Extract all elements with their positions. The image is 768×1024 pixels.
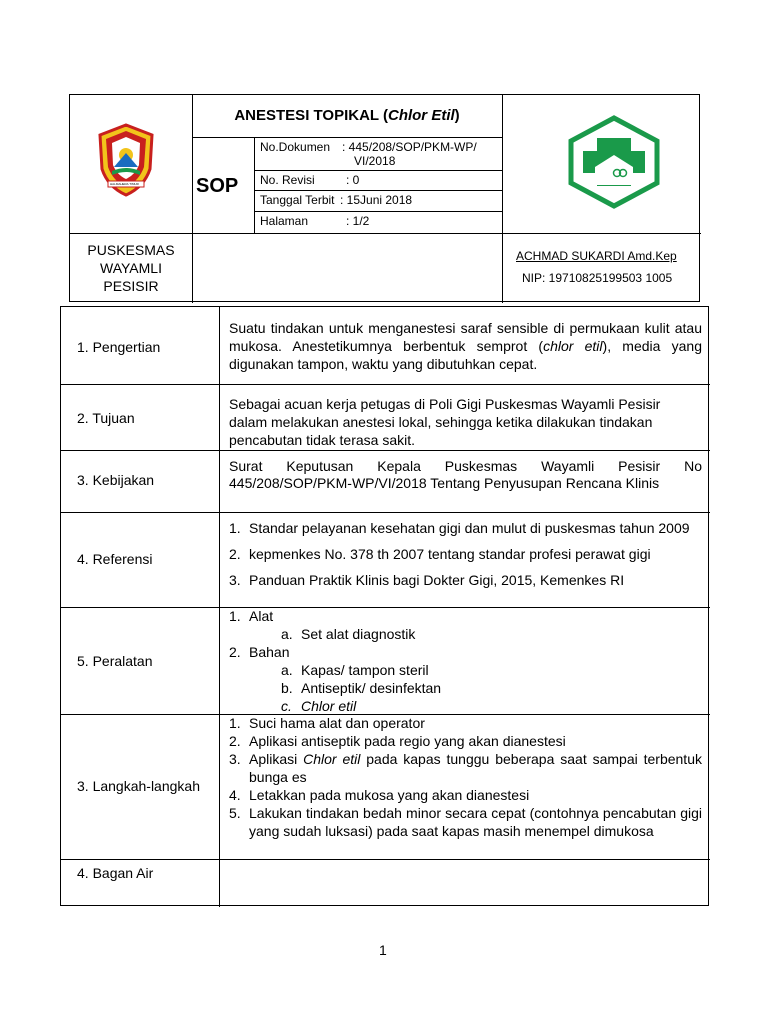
pengertian-text: Suatu tindakan untuk menganestesi saraf sensible di permukaan kulit atau mukosa. Anestetikumnya berbentuk semprot (chlor etil), media yang digunakan tampon, waktu yang dibutuhkan cepat. (229, 320, 702, 372)
tanggal-terbit-value: : 15Juni 2018 (340, 193, 413, 207)
referensi-label: 4. Referensi (77, 551, 153, 567)
signer-name: ACHMAD SUKARDI Amd.Kep (516, 249, 677, 263)
list-item: c. Chlor etil (281, 698, 357, 714)
peralatan-label: 5. Peralatan (77, 653, 153, 669)
no-dokumen-value-line2: VI/2018 (354, 154, 396, 168)
list-item: 1. Suci hama alat dan operator (229, 715, 425, 731)
tujuan-text: Sebagai acuan kerja petugas di Poli Gigi Puskesmas Wayamli Pesisir dalam melakukan anestesi lokal, sehingga ketika dilakukan tindakan pencabutan tidak terasa sakit. (229, 396, 661, 448)
langkah-list (229, 714, 702, 840)
no-dokumen-value: : 445/208/SOP/PKM-WP/ (342, 140, 477, 154)
halaman-label: Halaman (260, 214, 309, 228)
no-revisi-label: No. Revisi (260, 173, 315, 187)
pengertian-label: 1. Pengertian (77, 339, 161, 355)
list-item: 5. Lakukan tindakan bedah minor secara cepat (contohnya pencabutan gigi yang sudah luksasi) pada saat kapas masih menempel dimukosa (229, 805, 702, 839)
halaman-value: : 1/2 (346, 214, 370, 228)
organization-name: PUSKESMAS WAYAMLI PESISIR (87, 242, 175, 294)
tanggal-terbit-label: Tanggal Terbit (260, 193, 335, 207)
sop-label: SOP (196, 175, 239, 197)
sop-content-table (60, 306, 709, 906)
peralatan-list (229, 607, 702, 715)
tujuan-label: 2. Tujuan (77, 410, 135, 426)
list-item: b. Antiseptik/ desinfektan (281, 680, 442, 696)
sop-header-table (69, 94, 700, 302)
list-item: 2. kepmenkes No. 378 th 2007 tentang standar profesi perawat gigi (229, 546, 651, 562)
list-item: a. Kapas/ tampon steril (281, 662, 429, 678)
list-item: 2. Aplikasi antiseptik pada regio yang akan dianestesi (229, 733, 566, 749)
list-item: a. Set alat diagnostik (281, 626, 416, 642)
page-number: 1 (379, 942, 387, 958)
signer-nip: NIP: 19710825199503 1005 (522, 271, 673, 285)
list-item: 1. Alat (229, 608, 274, 624)
list-item: 3. Panduan Praktik Klinis bagi Dokter Gigi, 2015, Kemenkes RI (229, 572, 625, 588)
kebijakan-label: 3. Kebijakan (77, 472, 155, 488)
emblem-ribbon-text: HALMAHERA TIMUR (110, 182, 139, 186)
list-item: 1. Standar pelayanan kesehatan gigi dan mulut di puskesmas tahun 2009 (229, 520, 690, 536)
list-item: 3. Aplikasi Chlor etil pada kapas tunggu beberapa saat sampai terbentuk bunga es (229, 751, 702, 785)
list-item: 2. Bahan (229, 644, 290, 660)
no-revisi-value: : 0 (346, 173, 360, 187)
no-dokumen-label: No.Dokumen (260, 140, 331, 154)
referensi-list (229, 519, 702, 589)
puskesmas-logo-icon (567, 115, 661, 209)
kebijakan-text: Surat Keputusan Kepala Puskesmas Wayamli Pesisir No 445/208/SOP/PKM-WP/VI/2018 Tentang Penyusupan Rencana Klinis (229, 458, 702, 491)
list-item: 4. Letakkan pada mukosa yang akan dianestesi (229, 787, 530, 803)
langkah-label: 3. Langkah-langkah (77, 778, 200, 794)
bagan-air-label: 4. Bagan Air (77, 865, 154, 881)
document-title: ANESTESI TOPIKAL (Chlor Etil) (234, 107, 460, 124)
